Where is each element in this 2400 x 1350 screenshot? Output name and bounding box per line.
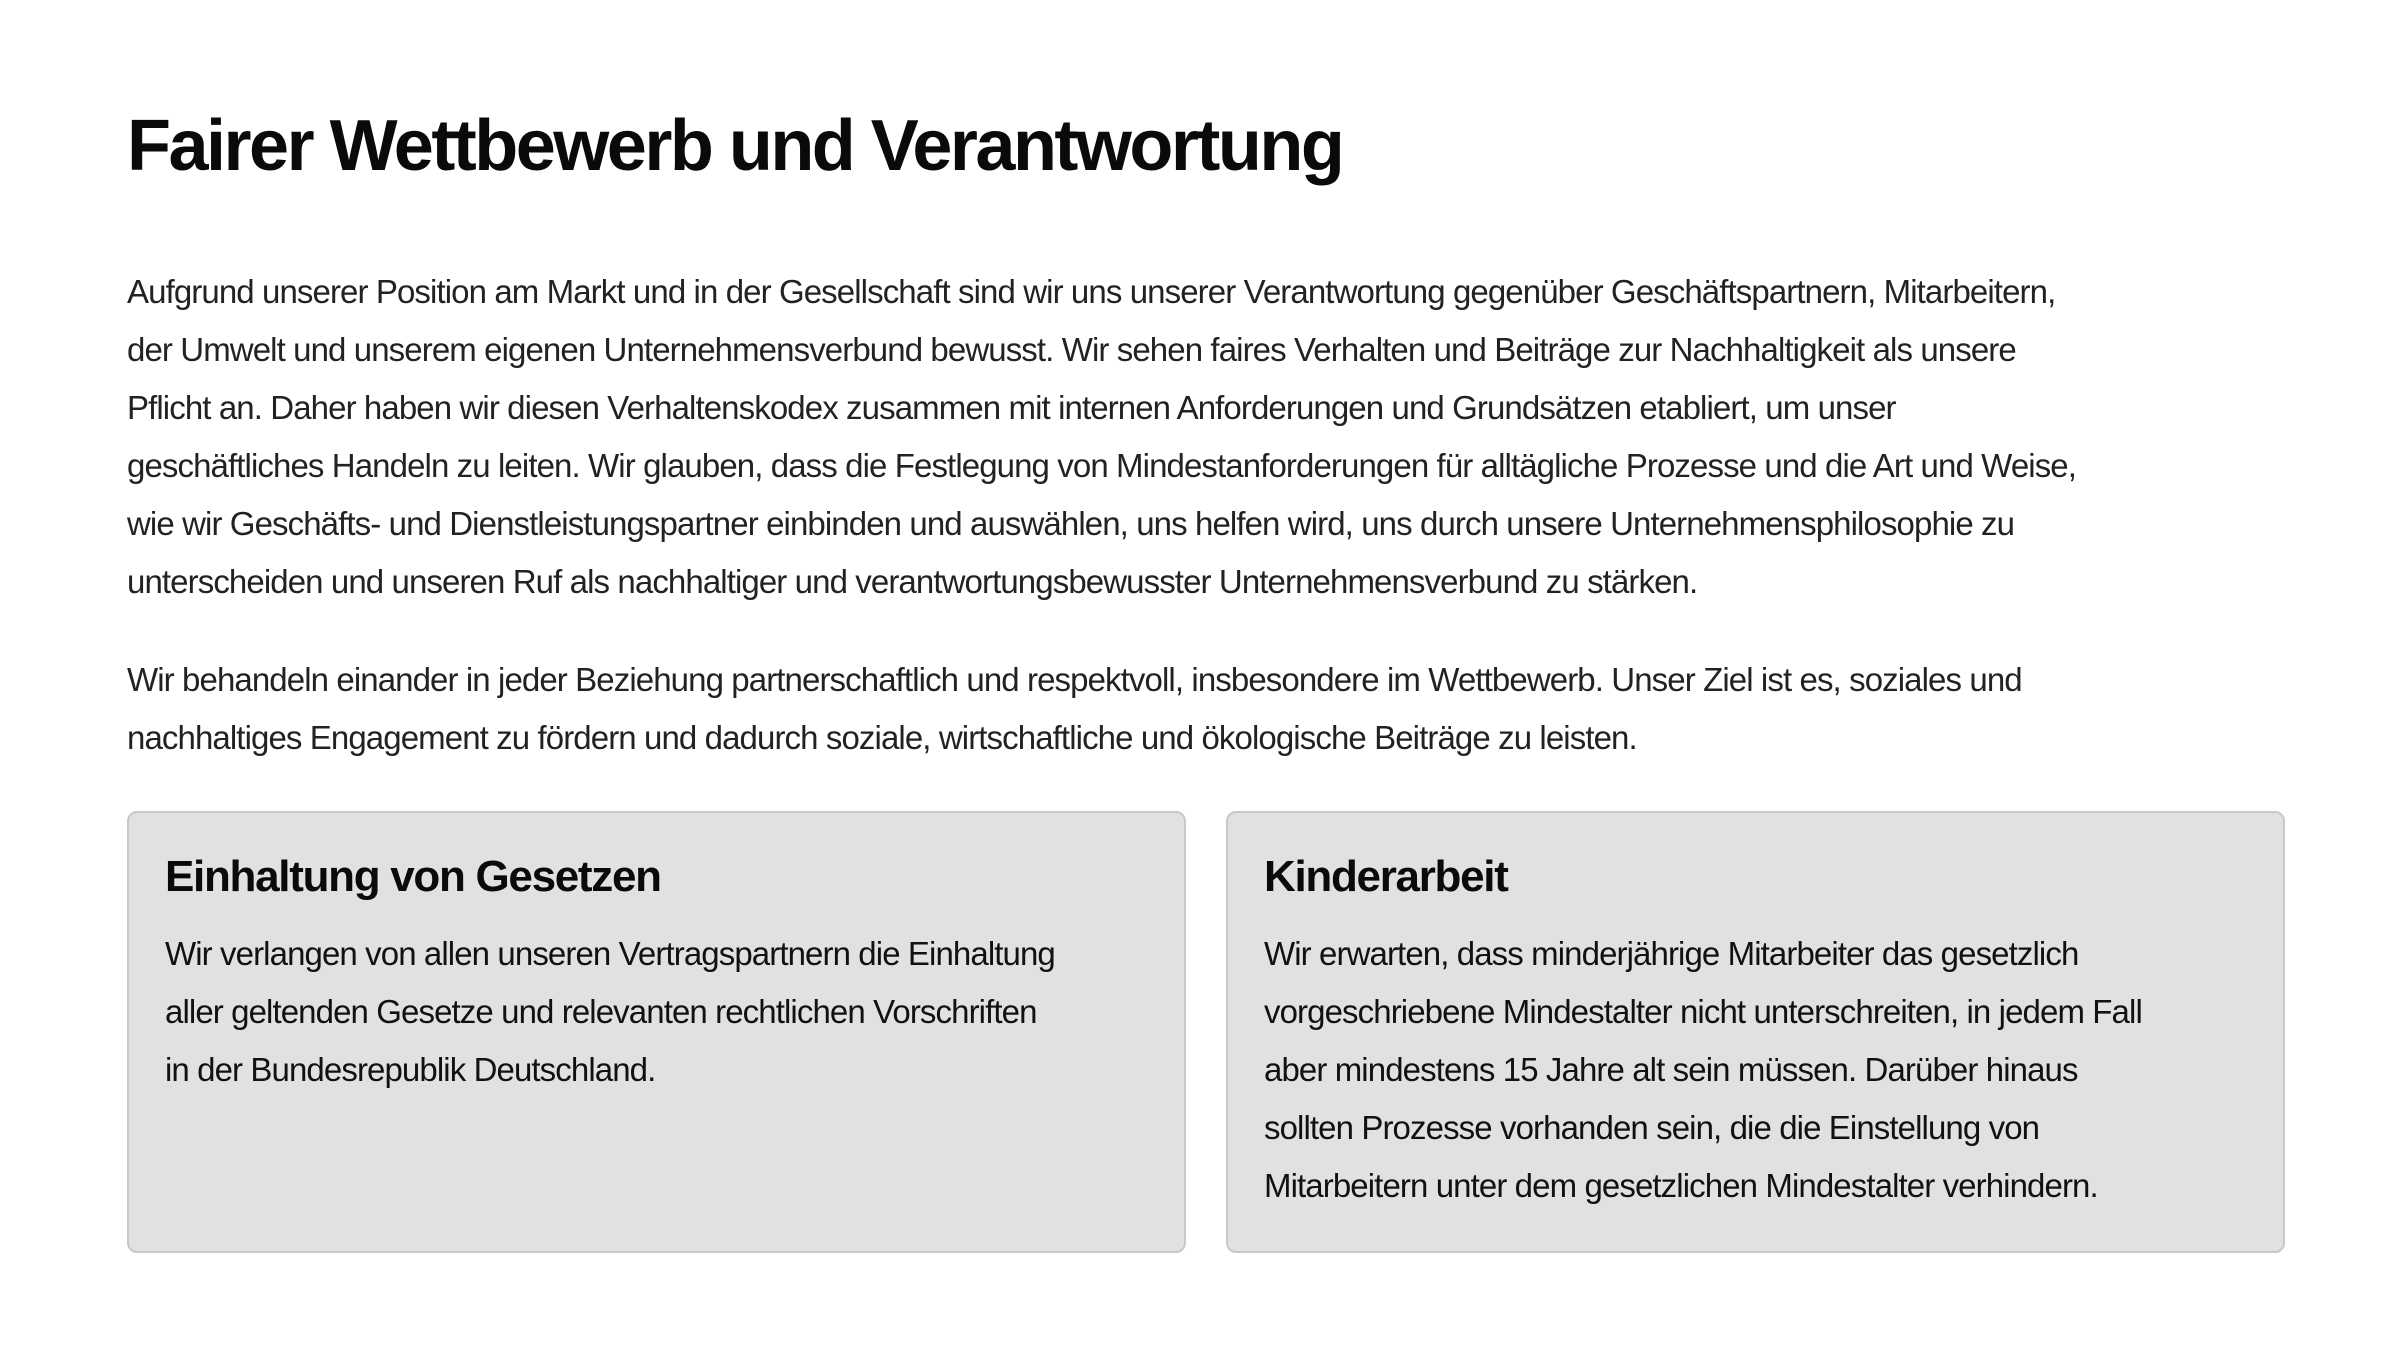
card-body — [165, 925, 1055, 1099]
paragraph-line: nachhaltiges Engagement zu fördern und dadurch soziale, wirtschaftliche und ökologische Beiträge zu leisten. — [127, 719, 1637, 756]
paragraph-line: wie wir Geschäfts- und Dienstleistungspartner einbinden und auswählen, uns helfen wird, uns durch unsere Unternehmensphilosophie zu — [127, 505, 2015, 542]
paragraph-line: der Umwelt und unserem eigenen Unternehmensverbund bewusst. Wir sehen faires Verhalten und Beiträge zur Nachhaltigkeit als unsere — [127, 331, 2016, 368]
paragraph-line: geschäftliches Handeln zu leiten. Wir glauben, dass die Festlegung von Mindestanforderungen für alltägliche Prozesse und die Art und Weise, — [127, 447, 2077, 484]
card-title: Einhaltung von Gesetzen — [165, 852, 661, 901]
page-title: Fairer Wettbewerb und Verantwortung — [127, 106, 1343, 186]
card-law-compliance — [127, 811, 1186, 1253]
card-body-line: Wir verlangen von allen unseren Vertragspartnern die Einhaltung — [165, 935, 1055, 972]
card-body-line: aber mindestens 15 Jahre alt sein müssen. Darüber hinaus — [1264, 1051, 2078, 1088]
card-title: Kinderarbeit — [1264, 852, 1508, 901]
card-body-line: vorgeschriebene Mindestalter nicht unterschreiten, in jedem Fall — [1264, 993, 2142, 1030]
card-body-line: Mitarbeitern unter dem gesetzlichen Mindestalter verhindern. — [1264, 1167, 2098, 1204]
card-body-line: in der Bundesrepublik Deutschland. — [165, 1051, 656, 1088]
card-body — [1264, 925, 2142, 1215]
paragraph-line: Pflicht an. Daher haben wir diesen Verhaltenskodex zusammen mit internen Anforderungen und Grundsätzen etabliert, um unser — [127, 389, 1896, 426]
card-body-line: Wir erwarten, dass minderjährige Mitarbeiter das gesetzlich — [1264, 935, 2079, 972]
card-body-line: sollten Prozesse vorhanden sein, die die Einstellung von — [1264, 1109, 2040, 1146]
paragraph-line: unterscheiden und unseren Ruf als nachhaltiger und verantwortungsbewusster Unternehmensverbund zu stärken. — [127, 563, 1698, 600]
paragraph-line: Aufgrund unserer Position am Markt und in der Gesellschaft sind wir uns unserer Verantwortung gegenüber Geschäftspartnern, Mitarbeitern, — [127, 273, 2056, 310]
card-body-line: aller geltenden Gesetze und relevanten rechtlichen Vorschriften — [165, 993, 1037, 1030]
intro-paragraph — [127, 263, 2287, 611]
card-child-labor — [1226, 811, 2285, 1253]
second-paragraph — [127, 651, 2287, 767]
paragraph-line: Wir behandeln einander in jeder Beziehung partnerschaftlich und respektvoll, insbesondere im Wettbewerb. Unser Ziel ist es, soziales und — [127, 661, 2022, 698]
